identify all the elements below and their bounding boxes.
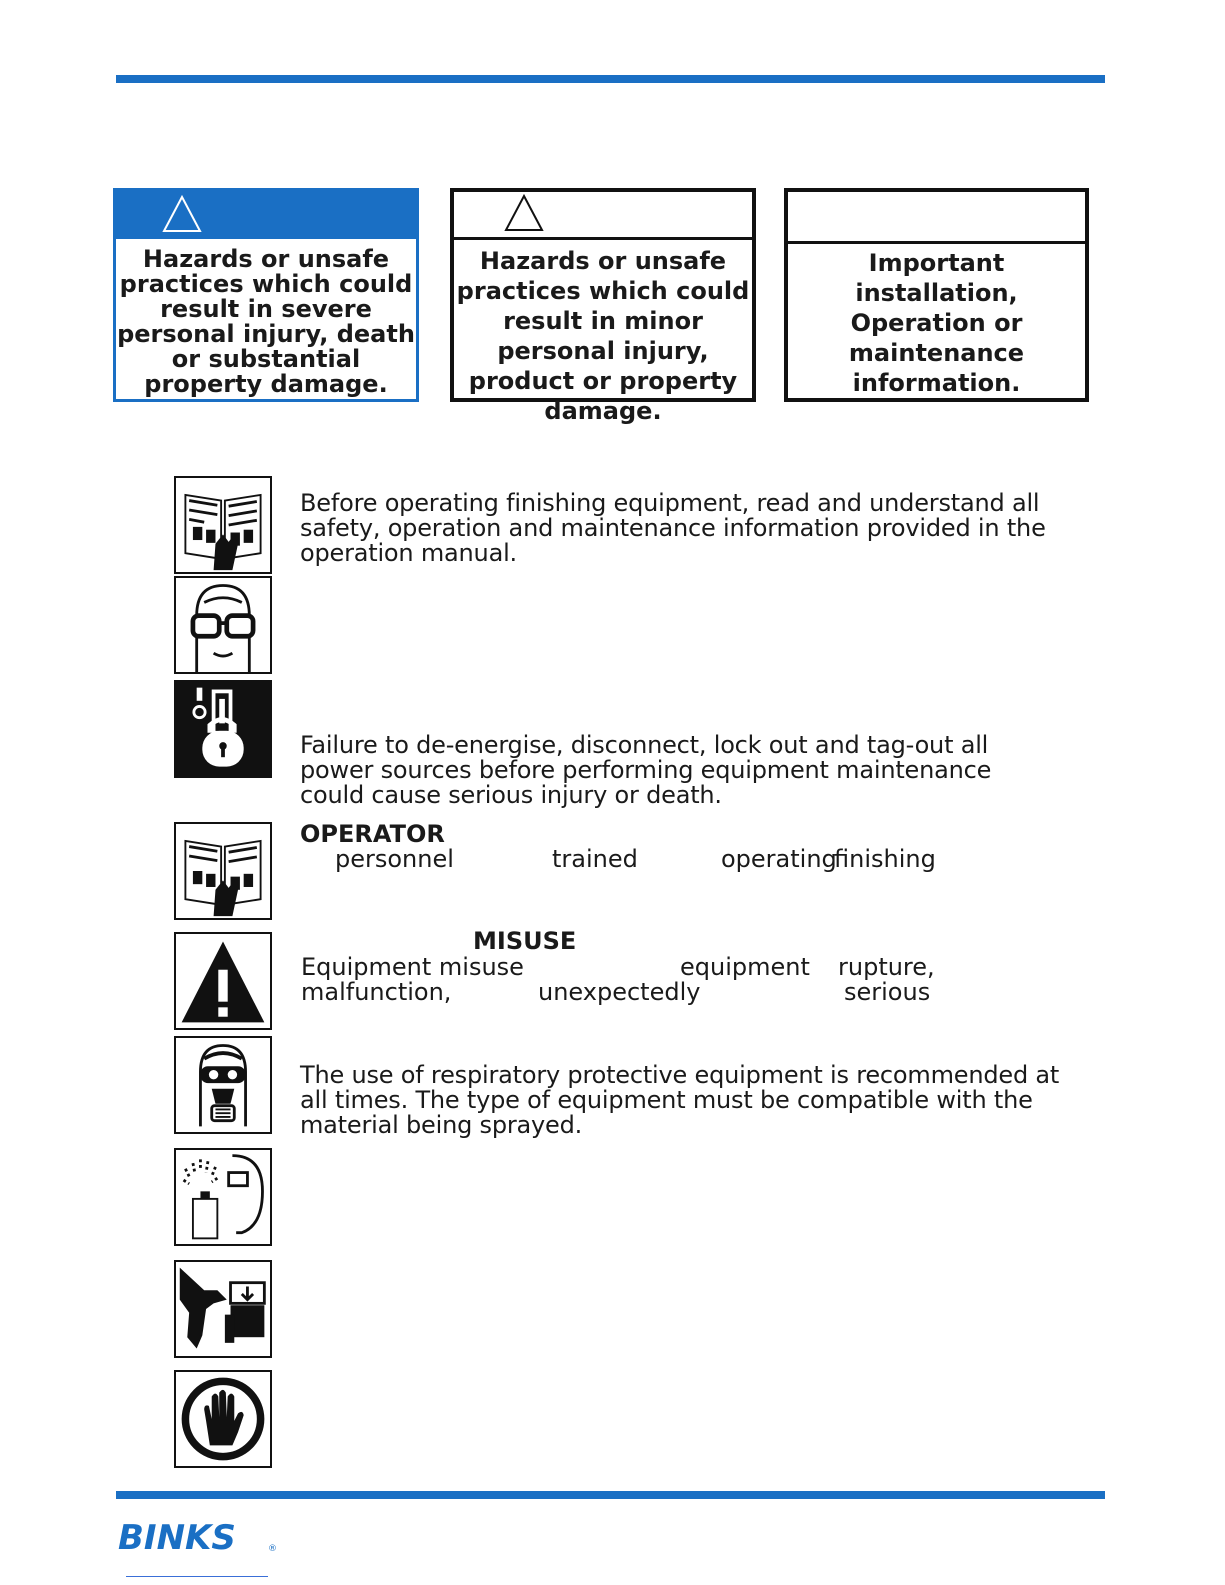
stop-hand-icon: [174, 1370, 272, 1468]
misuse-word-unexpectedly: unexpectedly: [538, 978, 701, 1006]
top-rule: [116, 75, 1105, 83]
note-box: [784, 188, 1089, 402]
misuse-word-serious: serious: [844, 978, 931, 1006]
operator-word-finishing: finishing: [834, 845, 936, 873]
safety-goggles-icon: [174, 576, 272, 674]
spray-face-shield-icon: [174, 1148, 272, 1246]
warning-box: [113, 188, 419, 402]
read-manual-icon: [174, 476, 272, 574]
pinch-hazard-icon: [174, 1260, 272, 1358]
operator-word-personnel: personnel: [335, 845, 454, 873]
respirator-icon: [174, 1036, 272, 1134]
lockout-tagout-icon: [174, 680, 272, 778]
logo-registered-mark: ®: [268, 1544, 277, 1554]
read-manual-text: Before operating finishing equipment, read and understand all safety, operation and maintenance information provided in the operation manual.: [300, 489, 1046, 567]
note-box-text: Important installation, Operation or maintenance information.: [848, 249, 1025, 397]
caution-box-header: [454, 192, 752, 240]
logo-wordmark: BINKS: [118, 1519, 236, 1558]
caution-box: [450, 188, 756, 425]
warning-box-text: Hazards or unsafe practices which could result in severe personal injury, death or substantial property damage.: [117, 245, 415, 398]
operator-heading: OPERATOR: [300, 820, 445, 848]
warning-box-header: [116, 191, 416, 239]
caution-triangle-icon: [504, 194, 544, 232]
misuse-word-malfunction: malfunction,: [301, 978, 452, 1006]
binks-logo: [118, 1519, 278, 1563]
misuse-word-equipment-misuse: Equipment misuse: [301, 953, 524, 981]
respirator-text: The use of respiratory protective equipment is recommended at all times. The type of equipment must be compatible with the material being sprayed.: [300, 1061, 1060, 1139]
misuse-heading: MISUSE: [473, 927, 577, 955]
misuse-warning-icon: [174, 932, 272, 1030]
bottom-rule: [116, 1491, 1105, 1499]
note-box-header: [788, 192, 1085, 244]
misuse-word-rupture: rupture,: [838, 953, 935, 981]
operator-word-trained: trained: [552, 845, 638, 873]
operator-manual-icon: [174, 822, 272, 920]
warning-triangle-icon: [162, 195, 202, 233]
caution-box-text: Hazards or unsafe practices which could result in minor personal injury, product or property damage.: [456, 247, 750, 425]
lockout-text: Failure to de-energise, disconnect, lock out and tag-out all power sources before performing equipment maintenance could cause serious injury or death.: [300, 731, 992, 809]
footer-link-underline: [126, 1576, 268, 1577]
misuse-word-equipment: equipment: [680, 953, 810, 981]
operator-word-operating: operating: [721, 845, 837, 873]
